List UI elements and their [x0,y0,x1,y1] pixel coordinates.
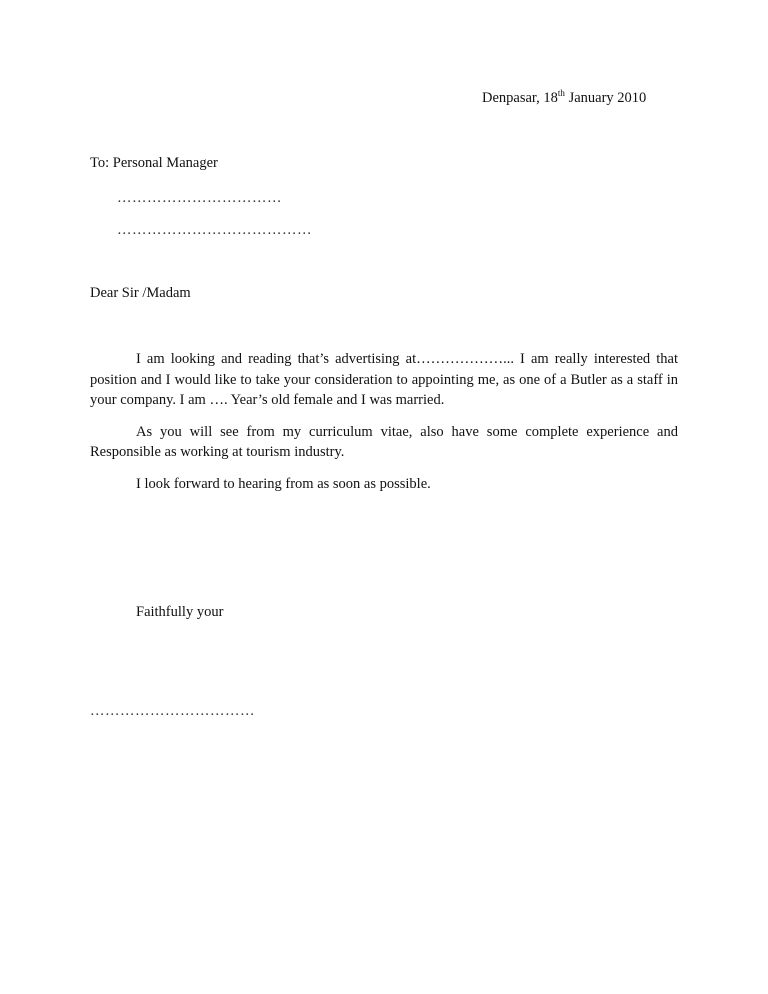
letter-body [90,349,678,505]
recipient-line: To: Personal Manager [90,155,218,171]
body-paragraph-1: I am looking and reading that’s advertising at………………... I am really interested that position and I would like to take your consideration to appointing me, as one of a Butler as a staff in your company. I am …. Year’s old female and I was married. [90,351,678,408]
body-paragraph-3: I look forward to hearing from as soon as possible. [136,475,431,492]
date-city-day: Denpasar, 18 [482,90,558,106]
closing: Faithfully your [136,604,224,620]
letter-date [482,90,646,107]
date-day-suffix: th [557,88,565,99]
date-month-year: January 2010 [564,90,647,106]
body-paragraph-2: As you will see from my curriculum vitae, also have some complete experience and Responsible as working at tourism industry. [90,423,678,460]
address-line-2: ………………………………… [117,222,312,238]
signature-line: …………………………… [90,703,255,719]
salutation: Dear Sir /Madam [90,285,191,301]
address-line-1: …………………………… [117,190,282,206]
